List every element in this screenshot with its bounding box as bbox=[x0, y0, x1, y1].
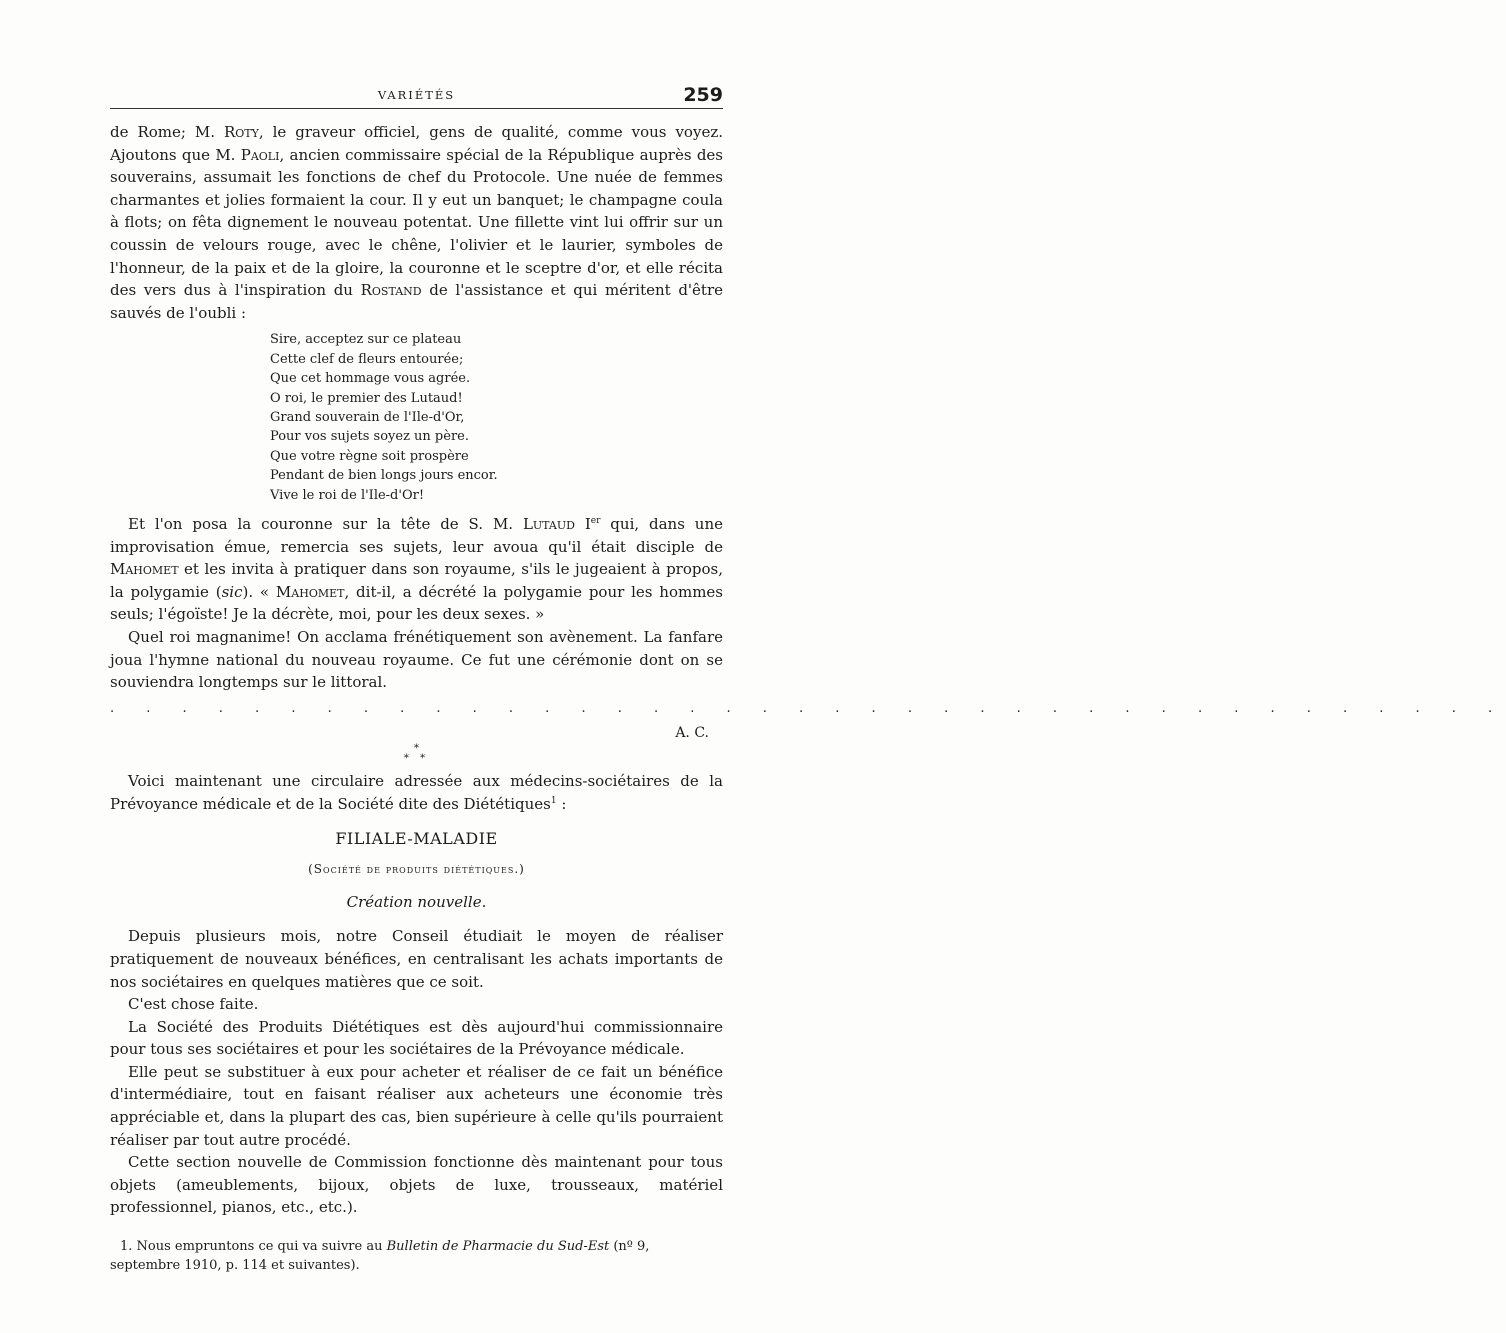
text-run: Voici maintenant une circulaire adressée aux médecins-sociétaires de la Prévoyance médicale et de la Société dite des Diététiques bbox=[110, 772, 723, 813]
name-mahomet: Mahomet bbox=[275, 582, 345, 601]
poem-line: Sire, acceptez sur ce plateau bbox=[270, 332, 462, 348]
paragraph-circular: C'est chose faite. bbox=[128, 995, 259, 1014]
section-subtitle: (Société de produits diététiques.) bbox=[308, 862, 525, 877]
paragraph-circular: Elle peut se substituer à eux pour acheter et réaliser de ce fait un bénéfice d'intermédiaire, tout en faisant réaliser aux acheteurs une économie très appréciable et, dans la plupart des cas, bien supérieure à celle qu'ils pourraient réaliser par tout autre procédé. bbox=[110, 1062, 723, 1149]
text-run: I bbox=[574, 515, 591, 533]
text-run: (nº 9, septembre 1910, p. 114 et suivantes). bbox=[110, 1239, 650, 1274]
journal-title: Bulletin de Pharmacie du Sud-Est bbox=[386, 1239, 610, 1255]
poem-line: Cette clef de fleurs entourée; bbox=[270, 351, 464, 367]
running-header bbox=[110, 78, 723, 109]
name-roty: Roty bbox=[223, 123, 259, 141]
poem-line: Pendant de bien longs jours encor. bbox=[270, 468, 498, 484]
paragraph-circular: Cette section nouvelle de Commission fonctionne dès maintenant pour tous objets (ameublements, bijoux, objets de luxe, trousseaux, matériel professionnel, pianos, etc., etc.). bbox=[110, 1153, 723, 1217]
name-rostand: Rostand bbox=[360, 281, 422, 300]
text-run: Et l'on posa la couronne sur la tête de S. M. bbox=[128, 515, 523, 533]
poem-line: Vive le roi de l'Ile-d'Or! bbox=[270, 487, 425, 503]
text-run: de Rome; M. bbox=[110, 123, 224, 141]
section-creation: Création nouvelle. bbox=[346, 892, 487, 911]
poem-line: Pour vos sujets soyez un père. bbox=[270, 429, 469, 445]
running-title: VARIÉTÉS bbox=[377, 88, 456, 102]
paragraph-banquet bbox=[110, 121, 723, 324]
poem bbox=[270, 330, 723, 505]
text-run: , dit-il, a décrété la polygamie pour les hommes seuls; l'égoïste! Je la décrète, moi, pour les deux sexes. » bbox=[110, 582, 724, 624]
poem-line: Grand souverain de l'Ile-d'Or, bbox=[270, 409, 465, 425]
text-run: de l'assistance et qui méritent d'être sauvés de l'oubli : bbox=[110, 281, 724, 322]
footnote-ref: 1 bbox=[550, 795, 557, 806]
text-run: ). « bbox=[242, 582, 276, 601]
text-run: et les invita à pratiquer dans son royaume, s'ils le jugeaient à propos, la polygamie ( bbox=[110, 560, 723, 601]
section-title: FILIALE-MALADIE bbox=[335, 828, 498, 848]
paragraph-acclaim: Quel roi magnanime! On acclama frénétiquement son avènement. La fanfare joua l'hymne national du nouveau royaume. Ce fut une cérémonie dont on se souviendra longtemps sur le littoral. bbox=[110, 627, 723, 692]
paragraph-circular: La Société des Produits Diététiques est dès aujourd'hui commissionnaire pour tous ses sociétaires et pour les sociétaires de la Prévoyance médicale. bbox=[110, 1017, 723, 1059]
poem-line: Que cet hommage vous agrée. bbox=[270, 371, 471, 387]
name-mahomet: Mahomet bbox=[110, 560, 179, 579]
sic-italic: sic bbox=[221, 582, 243, 601]
name-paoli: Paoli bbox=[240, 145, 280, 164]
body-text bbox=[110, 121, 1506, 1275]
asterism-bottom: * * bbox=[403, 753, 430, 765]
paragraph-circular: Depuis plusieurs mois, notre Conseil étudiait le moyen de réaliser pratiquement de nouveaux bénéfices, en centralisant les achats importants de nos sociétaires en quelques matières que ce soit. bbox=[110, 927, 723, 991]
page bbox=[110, 78, 1506, 1275]
text-run: qui, dans une improvisation émue, remercia ses sujets, leur avoua qu'il était disciple de bbox=[110, 515, 723, 556]
superscript-er: er bbox=[590, 516, 601, 526]
text-run: : bbox=[556, 794, 567, 813]
dotted-separator: . . . . . . . . . . . . . . . . . . . . . . . . . . . . . . . . . . . . . . . bbox=[110, 700, 1506, 716]
text-run: Nous empruntons ce qui va suivre au bbox=[132, 1239, 387, 1255]
asterism-top: * bbox=[414, 743, 419, 755]
footnote bbox=[110, 1237, 723, 1275]
signature: A. C. bbox=[675, 724, 709, 741]
name-lutaud: Lutaud bbox=[522, 515, 575, 533]
asterism bbox=[110, 744, 723, 764]
poem-line: O roi, le premier des Lutaud! bbox=[270, 390, 463, 406]
footnote-number: 1. bbox=[120, 1239, 133, 1255]
paragraph-coronation bbox=[110, 513, 723, 626]
poem-line: Que votre règne soit prospère bbox=[270, 448, 469, 464]
page-number: 259 bbox=[683, 84, 723, 106]
text-run: , ancien commissaire spécial de la République auprès des souverains, assumait les fonctions de chef du Protocole. Une nuée de femmes charmantes et jolies formaient la cour. Il y eut un banquet; le champagne coula à flots; on fêta dignement le nouveau potentat. Une fillette vint lui offrir sur un coussin de velours rouge, avec le chêne, l'olivier et le laurier, symboles de l'honneur, de la paix et de la gloire, la couronne et le sceptre d'or, et elle récita des vers dus à l'inspiration du bbox=[110, 145, 724, 300]
paragraph-circular-intro bbox=[110, 770, 723, 815]
text-run: , le graveur officiel, gens de qualité, comme vous voyez. Ajoutons que M. bbox=[110, 123, 723, 164]
